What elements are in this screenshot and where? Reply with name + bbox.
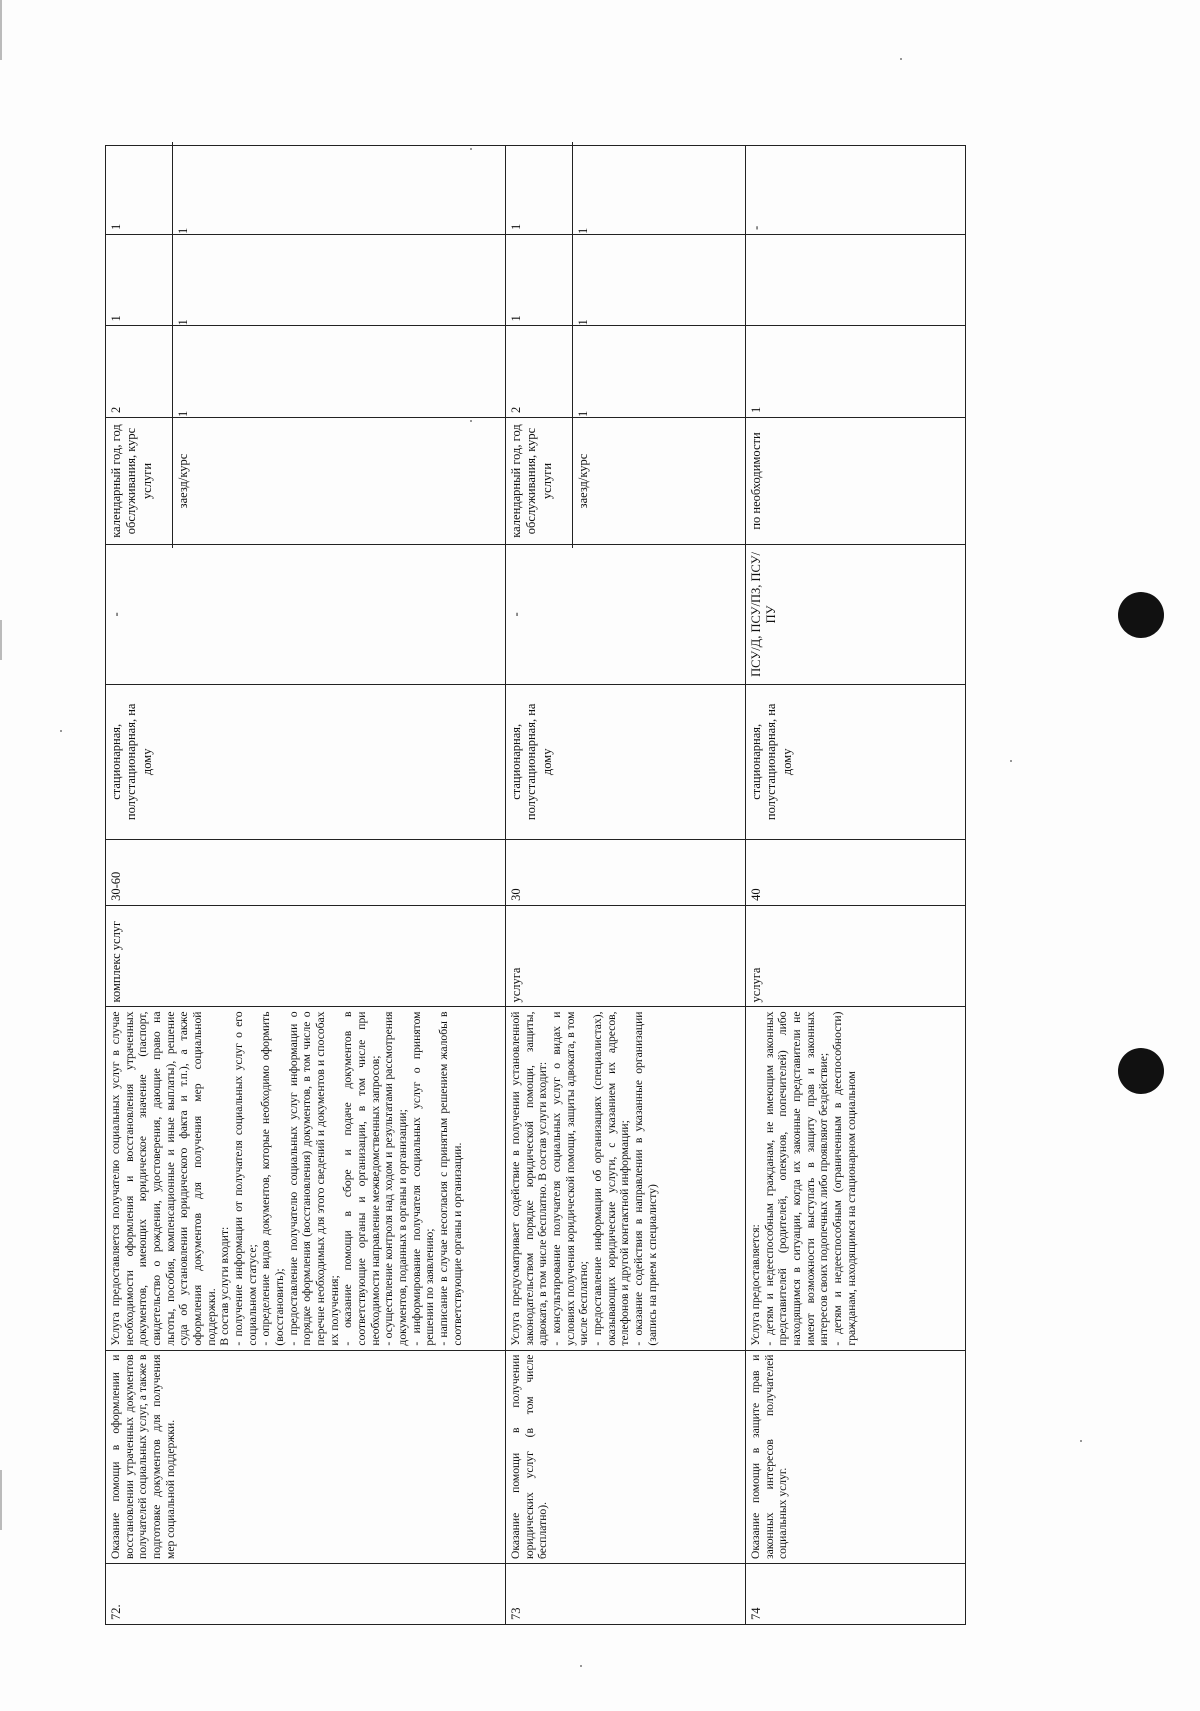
value-col-2 xyxy=(106,235,506,326)
desc-line: - получение информации от получателя социальных услуг о его социальном статусе; xyxy=(232,1011,259,1346)
scan-artifact xyxy=(0,620,2,660)
table-row xyxy=(506,146,746,1625)
value-sub: 1 xyxy=(572,142,745,238)
service-time: 30 xyxy=(506,839,746,905)
service-name: Оказание помощи в оформлении и восстановлении утраченных документов получателей социальных услуг, а также в подготовке документов для получения мер социальной поддержки. xyxy=(106,1350,506,1563)
service-period: по необходимости xyxy=(746,417,966,544)
scan-artifact xyxy=(0,0,2,60)
value-sub: 1 xyxy=(172,231,505,329)
speck xyxy=(580,1665,582,1667)
service-unit: услуга xyxy=(746,905,966,1007)
period-main: календарный год, год обслуживания, курс услуги xyxy=(109,424,154,538)
desc-line: - информирование получателя социальных услуг о принятом решении по заявлению; xyxy=(409,1011,437,1346)
desc-line: - определение видов документов, которые необходимо оформить (восстановить); xyxy=(259,1011,287,1346)
service-form: стационарная, полустационарная, на дому xyxy=(506,684,746,839)
service-code: ПСУ/Д, ПСУ/ПЗ, ПСУ/ПУ xyxy=(746,545,966,685)
period-sub: заезд/курс xyxy=(172,414,505,548)
desc-line: - оказание помощи в сборе и подаче документов в соответствующие органы и организации, в том числе при необходимости направление межведомственных запросов; xyxy=(341,1011,382,1346)
service-description xyxy=(506,1007,746,1350)
value-col-3 xyxy=(506,146,746,235)
punch-hole xyxy=(1118,1048,1164,1094)
service-code: - xyxy=(506,545,746,685)
desc-line: - детям и недееспособным (ограниченным в дееспособности) гражданам, находящимся на стационарном социальном xyxy=(831,1011,858,1346)
value-sub: 1 xyxy=(572,231,745,329)
desc-line: - написание в случае несогласия с принятым решением жалобы в соответствующие органы и организации. xyxy=(437,1011,464,1346)
value-sub: 1 xyxy=(172,142,505,238)
value-col-1: 1 xyxy=(746,326,966,417)
value-col-3 xyxy=(106,146,506,235)
value-col-2 xyxy=(506,235,746,326)
service-time: 40 xyxy=(746,839,966,905)
service-form: стационарная, полустационарная, на дому xyxy=(106,684,506,839)
rotated-table-container xyxy=(105,145,965,1625)
service-period xyxy=(506,417,746,544)
table-row xyxy=(746,146,966,1625)
desc-line: В состав услуги входит: xyxy=(218,1226,232,1346)
desc-line: Услуга предоставляется получателю социальных услуг в случае необходимости оформления и восстановления утраченных документов, имеющих юридическое значение (паспорт, свидетельство о рождении, удостоверения, дающие право на льготы, пособия, компенсационные и иные выплаты), решение суда об установлении юридического факта и т.п.), а также оформления документов для получения мер социальной поддержки. xyxy=(109,1011,218,1346)
value-main: 1 xyxy=(109,223,123,231)
value-sub: 1 xyxy=(172,323,505,421)
value-main: 2 xyxy=(109,406,123,413)
service-time: 30-60 xyxy=(106,839,506,905)
service-name: Оказание помощи в защите прав и законных интересов получателей социальных услуг. xyxy=(746,1350,966,1563)
row-number: 74 xyxy=(746,1564,966,1625)
value-main: 1 xyxy=(109,315,123,322)
value-main: 1 xyxy=(509,315,523,322)
desc-line: - осуществление контроля над ходом и результатами рассмотрения документов, поданных в органы и организации; xyxy=(382,1011,410,1346)
desc-line: - оказание содействия в направлении в указанные организации (запись на прием к специалисту) xyxy=(632,1011,659,1346)
row-number: 73 xyxy=(506,1564,746,1625)
speck xyxy=(1080,1440,1082,1442)
value-main: 1 xyxy=(509,223,523,231)
desc-line: - предоставление информации об организациях (специалистах), оказывающих юридические услуги, с указанием их адресов, телефонов и другой контактной информации; xyxy=(591,1011,632,1346)
desc-line: - предоставление получателю социальных услуг информации о порядке оформления (восстановления) документов, в том числе о перечне необходимых для этого сведений и документов и способах их получения; xyxy=(286,1011,341,1346)
value-col-1 xyxy=(106,326,506,417)
service-description xyxy=(106,1007,506,1350)
service-description xyxy=(746,1007,966,1350)
period-sub: заезд/курс xyxy=(572,414,745,548)
period-main: календарный год, год обслуживания, курс услуги xyxy=(509,424,554,538)
service-code: - xyxy=(106,545,506,685)
service-name: Оказание помощи в получении юридических услуг (в том числе бесплатно). xyxy=(506,1350,746,1563)
service-period xyxy=(106,417,506,544)
scan-artifact xyxy=(0,1470,2,1530)
value-col-1 xyxy=(506,326,746,417)
speck xyxy=(60,730,62,732)
value-col-3: - xyxy=(746,146,966,235)
services-table xyxy=(105,145,966,1625)
punch-hole xyxy=(1118,592,1164,638)
service-form: стационарная, полустационарная, на дому xyxy=(746,684,966,839)
value-col-2 xyxy=(746,235,966,326)
service-unit: комплекс услуг xyxy=(106,905,506,1007)
row-number: 72. xyxy=(106,1564,506,1625)
table-row xyxy=(106,146,506,1625)
service-unit: услуга xyxy=(506,905,746,1007)
desc-line: - консультирование получателя социальных услуг о видах и условиях получения юридической помощи, защиты адвоката, в том числе бесплатно; xyxy=(550,1011,591,1346)
desc-line: - детям и недееспособным гражданам, не имеющим законных представителей (родителей, опекунов, попечителей) либо находящимся в ситуации, когда их законные представители не имеют возможности выступать в защиту прав и законных интересов своих подопечных либо проявляют бездействие; xyxy=(762,1011,831,1346)
desc-line: Услуга предусматривает содействие в получении установленной законодательством порядке юридической помощи, защиты, адвоката, в том числе бесплатно. В состав услуги входит: xyxy=(509,1011,550,1346)
value-sub: 1 xyxy=(572,323,745,421)
value-main: 2 xyxy=(509,406,523,413)
desc-line: Услуга предоставляется: xyxy=(749,1224,762,1346)
speck xyxy=(900,58,902,60)
speck xyxy=(1010,760,1012,762)
